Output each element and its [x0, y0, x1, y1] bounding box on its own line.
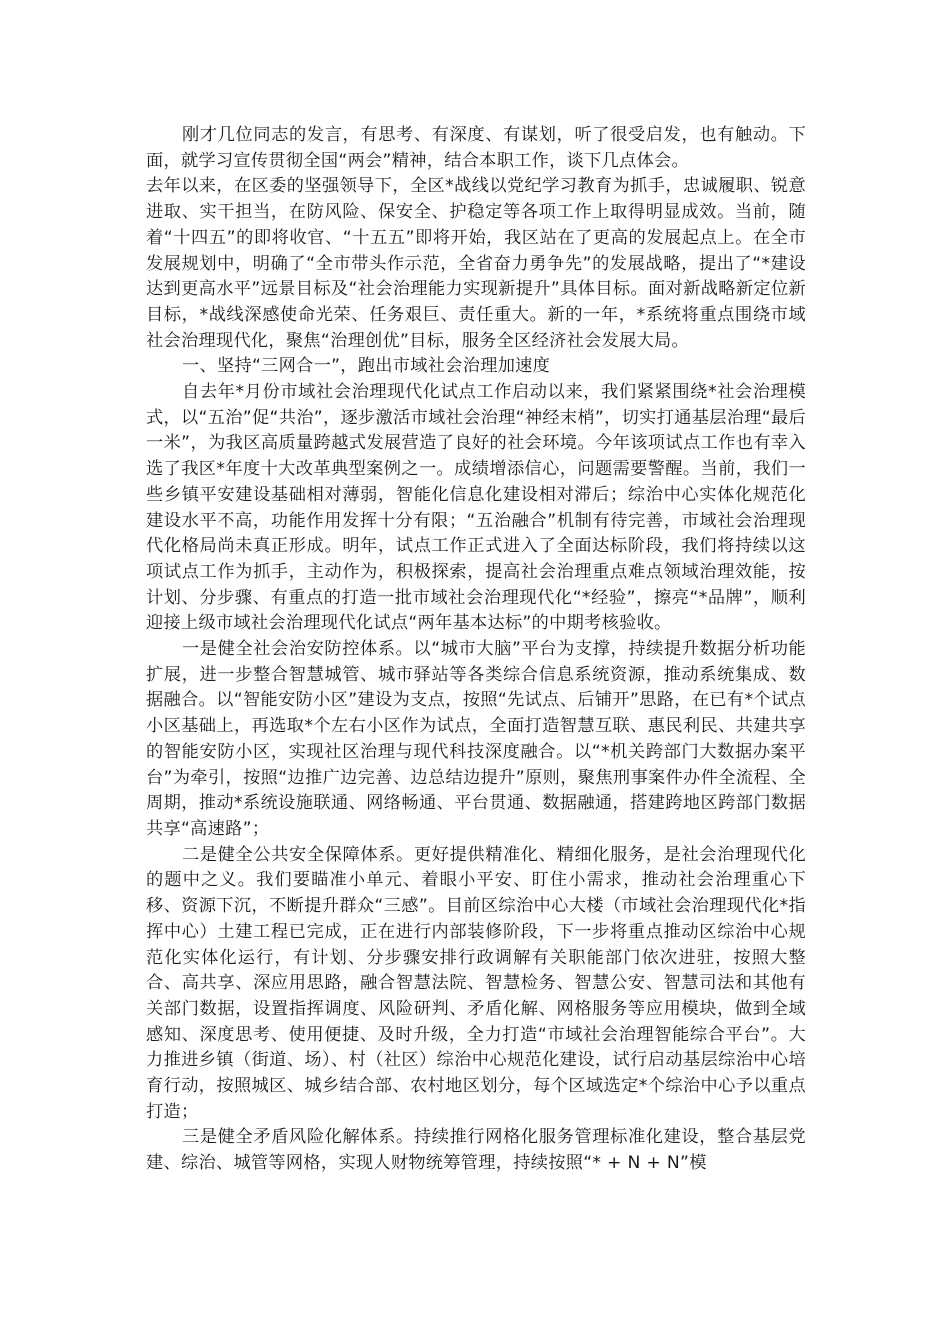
section-intro-paragraph: 自去年*月份市域社会治理现代化试点工作启动以来，我们紧紧围绕*社会治理模式，以“五治”促“共治”，逐步激活市域社会治理“神经末梢”，切实打通基层治理“最后一米”，为我区高质量跨越式发展营造了良好的社会环境。今年该项试点工作也有幸入选了我区*年度十大改革典型案例之一。成绩增添信心，问题需要警醒。当前，我们一些乡镇平安建设基础相对薄弱，智能化信息化建设相对滞后；综治中心实体化规范化建设水平不高，功能作用发挥十分有限；“五治融合”机制有待完善，市域社会治理现代化格局尚未真正形成。明年，试点工作正式进入了全面达标阶段，我们将持续以这项试点工作为抓手，主动作为，积极探索，提高社会治理重点难点领域治理效能，按计划、分步骤、有重点的打造一批市域社会治理现代化“*经验”，擦亮“*品牌”，顺利迎接上级市域社会治理现代化试点“两年基本达标”的中期考核验收。	[146, 382, 806, 634]
point-one-paragraph: 一是健全社会治安防控体系。以“城市大脑”平台为支撑，持续提升数据分析功能扩展，进一步整合智慧城管、城市驿站等各类综合信息系统资源，推动系统集成、数据融合。以“智能安防小区”建设为支点，按照“先试点、后铺开”思路，在已有*个试点小区基础上，再选取*个左右小区作为试点，全面打造智慧互联、惠民利民、共建共享的智能安防小区，实现社区治理与现代科技深度融合。以“*机关跨部门大数据办案平台”为牵引，按照“边推广边完善、边总结边提升”原则，聚焦刑事案件办件全流程、全周期，推动*系统设施联通、网络畅通、平台贯通、数据融通，搭建跨地区跨部门数据共享“高速路”；	[146, 639, 806, 839]
background-paragraph: 去年以来，在区委的坚强领导下，全区*战线以党纪学习教育为抓手，忠诚履职、锐意进取、实干担当，在防风险、保安全、护稳定等各项工作上取得明显成效。当前，随着“十四五”的即将收官、“十五五”即将开始，我区站在了更高的发展起点上。在全市发展规划中，明确了“全市带头作示范，全省奋力勇争先”的发展战略，提出了“*建设达到更高水平”远景目标及“社会治理能力实现新提升”具体目标。面对新战略新定位新目标，*战线深感使命光荣、任务艰巨、责任重大。新的一年，*系统将重点围绕市域社会治理现代化，聚焦“治理创优”目标，服务全区经济社会发展大局。	[146, 176, 806, 351]
opening-paragraph: 刚才几位同志的发言，有思考、有深度、有谋划，听了很受启发，也有触动。下面，就学习宣传贯彻全国“两会”精神，结合本职工作，谈下几点体会。	[146, 125, 806, 171]
point-two-paragraph: 二是健全公共安全保障体系。更好提供精准化、精细化服务，是社会治理现代化的题中之义。我们要瞄准小单元、着眼小平安、盯住小需求，推动社会治理重心下移、资源下沉，不断提升群众“三感”。目前区综治中心大楼（市域社会治理现代化*指挥中心）土建工程已完成，正在进行内部装修阶段，下一步将重点推动区综治中心规范化实体化运行，有计划、分步骤安排行政调解有关职能部门依次进驻，按照大整合、高共享、深应用思路，融合智慧法院、智慧检务、智慧公安、智慧司法和其他有关部门数据，设置指挥调度、风险研判、矛盾化解、网格服务等应用模块，做到全域感知、深度思考、使用便捷、及时升级，全力打造“市域社会治理智能综合平台”。大力推进乡镇（街道、场）、村（社区）综治中心规范化建设，试行启动基层综治中心培育行动，按照城区、城乡结合部、农村地区划分，每个区域选定*个综治中心予以重点打造；	[146, 844, 806, 1122]
section-heading: 一、坚持“三网合一”，跑出市域社会治理加速度	[182, 356, 551, 377]
document-body	[146, 123, 806, 1177]
point-three-paragraph: 三是健全矛盾风险化解体系。持续推行网格化服务管理标准化建设，整合基层党建、综治、城管等网格，实现人财物统筹管理，持续按照“* + N + N”模	[146, 1127, 806, 1174]
